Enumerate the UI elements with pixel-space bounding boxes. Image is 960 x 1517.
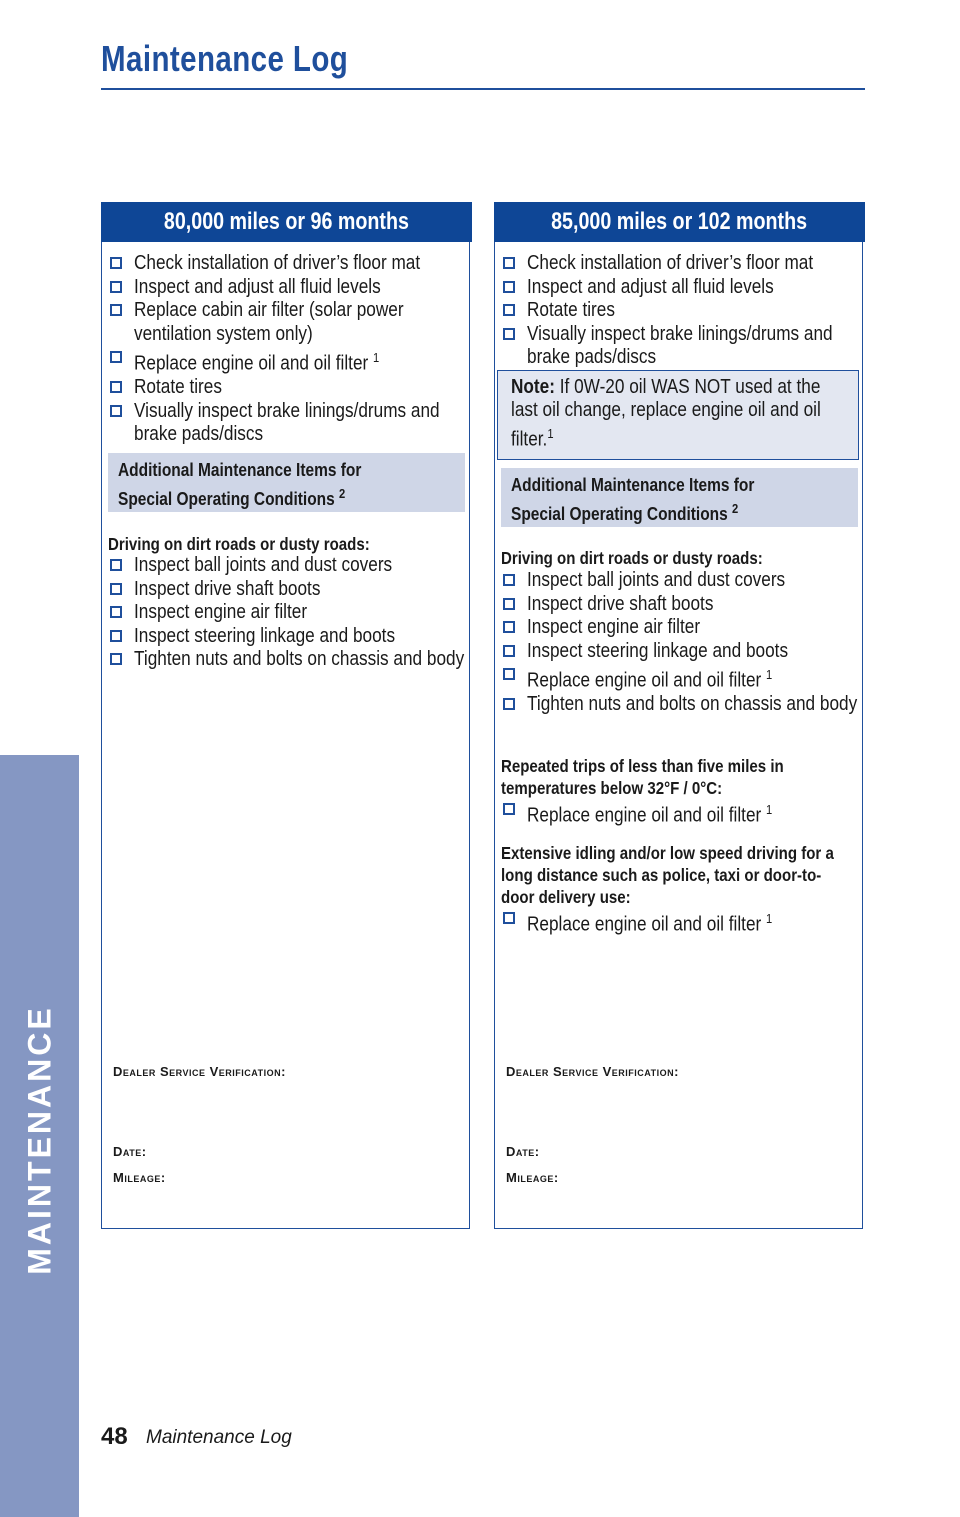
list-item[interactable]: Replace engine oil and oil filter $^1$ [501,663,858,693]
list-item[interactable]: Inspect steering linkage and boots [108,625,465,649]
checklist [501,798,858,828]
list-item[interactable]: Inspect and adjust all fluid levels [108,276,465,300]
checklist [108,554,465,672]
list-item[interactable]: Tighten nuts and bolts on chassis and body [108,648,465,672]
page-title: Maintenance Log [101,38,349,79]
list-item[interactable]: Inspect engine air filter [108,601,465,625]
checkbox-icon[interactable] [110,653,122,665]
checkbox-icon[interactable] [503,645,515,657]
list-item[interactable]: Replace engine oil and oil filter $^1$ [501,798,858,828]
page-number: 48 [101,1423,128,1450]
condition-heading: Repeated trips of less than five miles in temperatures below 32°F / 0°C: [501,756,784,798]
panel-80000-miles [101,202,470,1229]
checkbox-icon[interactable] [503,912,515,924]
list-item[interactable]: Replace engine oil and oil filter $^1$ [108,346,465,376]
list-item[interactable]: Inspect ball joints and dust covers [501,569,858,593]
checklist [501,569,858,717]
mileage-label: Mileage: [506,1170,559,1185]
list-item[interactable]: Rotate tires [501,299,858,323]
checklist [501,252,858,370]
checkbox-icon[interactable] [503,304,515,316]
date-label: Date: [113,1144,147,1159]
list-item[interactable]: Replace cabin air filter (solar power ventilation system only) [108,299,465,346]
checkbox-icon[interactable] [503,574,515,586]
checkbox-icon[interactable] [503,598,515,610]
date-label: Date: [506,1144,540,1159]
list-item[interactable]: Inspect and adjust all fluid levels [501,276,858,300]
checkbox-icon[interactable] [110,559,122,571]
checkbox-icon[interactable] [110,351,122,363]
checkbox-icon[interactable] [110,281,122,293]
list-item[interactable]: Inspect drive shaft boots [108,578,465,602]
dealer-verification-label: Dealer Service Verification: [113,1064,286,1079]
additional-items-box: Additional Maintenance Items for Special Operating Conditions $^2$ [108,453,465,512]
list-item[interactable]: Visually inspect brake linings/drums and brake pads/discs [501,323,858,370]
mileage-label: Mileage: [113,1170,166,1185]
side-tab-label: MAINTENANCE [21,1005,57,1275]
list-item[interactable]: Replace engine oil and oil filter $^1$ [501,907,858,937]
panel-header: 85,000 miles or 102 months [494,202,865,242]
condition-heading: Driving on dirt roads or dusty roads: [501,548,763,568]
checkbox-icon[interactable] [503,281,515,293]
footer-section-label: Maintenance Log [146,1427,292,1448]
checkbox-icon[interactable] [110,381,122,393]
condition-heading: Extensive idling and/or low speed driving for a long distance such as police, taxi or door-to-door delivery use: [501,843,834,907]
oil-note: Note: If 0W-20 oil WAS NOT used at the last oil change, replace engine oil and oil filter.$^1$ [497,370,859,460]
panel-header: 80,000 miles or 96 months [101,202,472,242]
list-item[interactable]: Inspect ball joints and dust covers [108,554,465,578]
checkbox-icon[interactable] [503,803,515,815]
title-rule [101,88,865,90]
checklist [501,907,858,937]
checkbox-icon[interactable] [503,668,515,680]
checkbox-icon[interactable] [503,621,515,633]
checkbox-icon[interactable] [110,257,122,269]
dealer-verification-label: Dealer Service Verification: [506,1064,679,1079]
checkbox-icon[interactable] [503,257,515,269]
list-item[interactable]: Inspect drive shaft boots [501,593,858,617]
panel-85000-miles [494,202,863,1229]
list-item[interactable]: Inspect steering linkage and boots [501,640,858,664]
list-item[interactable]: Inspect engine air filter [501,616,858,640]
checkbox-icon[interactable] [503,698,515,710]
checkbox-icon[interactable] [110,304,122,316]
condition-heading: Driving on dirt roads or dusty roads: [108,534,370,554]
list-item[interactable]: Rotate tires [108,376,465,400]
list-item[interactable]: Check installation of driver’s floor mat [108,252,465,276]
checklist [108,252,465,447]
checkbox-icon[interactable] [110,630,122,642]
checkbox-icon[interactable] [110,405,122,417]
list-item[interactable]: Visually inspect brake linings/drums and brake pads/discs [108,400,465,447]
additional-items-box: Additional Maintenance Items for Special Operating Conditions $^2$ [501,468,858,527]
checkbox-icon[interactable] [503,328,515,340]
list-item[interactable]: Check installation of driver’s floor mat [501,252,858,276]
list-item[interactable]: Tighten nuts and bolts on chassis and body [501,693,858,717]
checkbox-icon[interactable] [110,583,122,595]
checkbox-icon[interactable] [110,606,122,618]
